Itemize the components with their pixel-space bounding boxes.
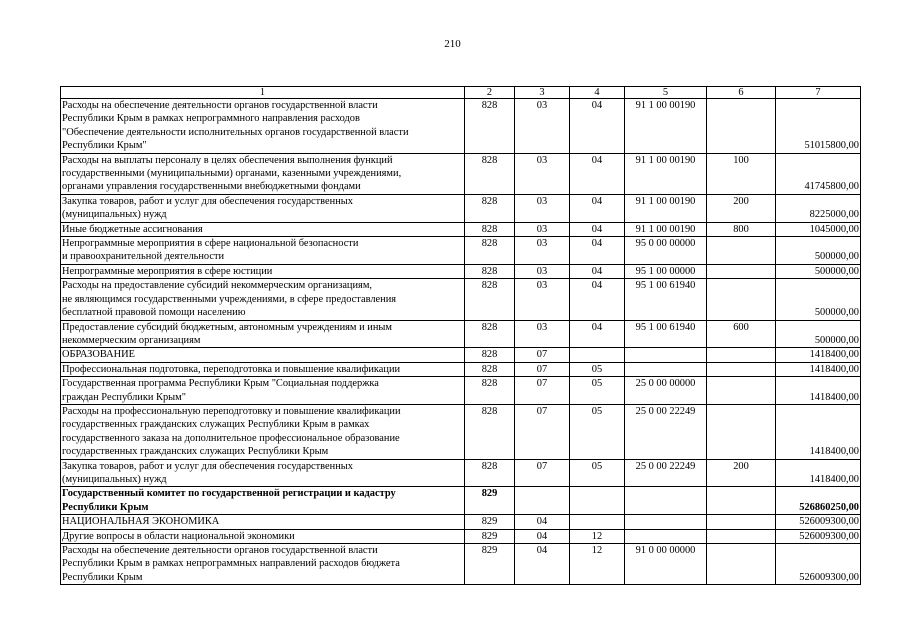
table-row	[61, 544, 861, 585]
row-amount-cell: 1418400,00	[776, 348, 861, 362]
table-row	[61, 459, 861, 487]
row-name-cell	[61, 404, 465, 459]
row-name-line: некоммерческим организациям	[62, 334, 201, 346]
row-code-c4: 04	[570, 153, 625, 194]
row-code-c5	[625, 487, 707, 515]
header-cell: 5	[625, 87, 707, 99]
header-cell: 4	[570, 87, 625, 99]
row-name-cell	[61, 194, 465, 222]
row-code-c5: 25 0 00 22249	[625, 459, 707, 487]
row-code-c4: 05	[570, 362, 625, 376]
row-name-line: органами управления государственными внебюджетными фондами	[62, 181, 361, 193]
row-name-line: Предоставление субсидий бюджетным, автономным учреждениям и иным	[62, 321, 392, 333]
table-row	[61, 222, 861, 236]
row-name-cell	[61, 222, 465, 236]
row-code-c5: 95 1 00 00000	[625, 264, 707, 278]
row-name-line: Закупка товаров, работ и услуг для обеспечения государственных	[62, 460, 353, 472]
row-name-line: НАЦИОНАЛЬНАЯ ЭКОНОМИКА	[62, 516, 220, 528]
row-code-c3: 04	[515, 529, 570, 543]
row-code-c5: 95 1 00 61940	[625, 320, 707, 348]
row-name-cell	[61, 264, 465, 278]
table-row	[61, 529, 861, 543]
row-code-c5: 95 1 00 61940	[625, 279, 707, 320]
row-name-line: государственными (муниципальными) органами, казенными учреждениями,	[62, 168, 402, 180]
row-name-line: Расходы на обеспечение деятельности органов государственной власти	[62, 100, 378, 111]
budget-table	[60, 86, 861, 585]
row-name-cell	[61, 348, 465, 362]
row-code-c4	[570, 487, 625, 515]
row-code-c3: 03	[515, 237, 570, 265]
row-code-c3: 07	[515, 377, 570, 405]
row-code-c6	[707, 348, 776, 362]
row-code-c3: 04	[515, 515, 570, 529]
row-name-line: государственного заказа на дополнительное профессиональное образование	[62, 432, 400, 444]
header-cell: 3	[515, 87, 570, 99]
row-code-c5	[625, 348, 707, 362]
row-code-c3: 03	[515, 99, 570, 154]
row-amount-cell: 500000,00	[776, 264, 861, 278]
row-amount-cell: 526860250,00	[776, 487, 861, 515]
row-code-c6	[707, 362, 776, 376]
row-name-line: Иные бюджетные ассигнования	[62, 223, 203, 235]
table-row	[61, 487, 861, 515]
row-code-c4: 05	[570, 459, 625, 487]
row-amount-cell: 526009300,00	[776, 529, 861, 543]
row-code-c6: 600	[707, 320, 776, 348]
row-code-c4: 04	[570, 320, 625, 348]
row-code-c6: 200	[707, 194, 776, 222]
row-code-c3	[515, 487, 570, 515]
row-name-line: Республики Крым в рамках непрограммного направления расходов	[62, 113, 360, 125]
row-code-c3: 04	[515, 544, 570, 585]
row-code-c6: 100	[707, 153, 776, 194]
row-name-line: Профессиональная подготовка, переподготовка и повышение квалификации	[62, 363, 401, 375]
row-name-line: Государственный комитет по государственной регистрации и кадастру	[62, 488, 396, 500]
row-name-cell	[61, 320, 465, 348]
row-amount-cell: 526009300,00	[776, 544, 861, 585]
row-code-c6	[707, 279, 776, 320]
row-code-c2: 829	[465, 529, 515, 543]
row-code-c2: 828	[465, 404, 515, 459]
row-name-line: Государственная программа Республики Крым "Социальная поддержка	[62, 378, 379, 390]
row-name-line: Другие вопросы в области национальной экономики	[62, 530, 295, 542]
row-name-line: бесплатной правовой помощи населению	[62, 307, 246, 319]
row-name-cell	[61, 362, 465, 376]
row-code-c2: 829	[465, 515, 515, 529]
row-amount-cell: 526009300,00	[776, 515, 861, 529]
row-name-line: Непрограммные мероприятия в сфере юстиции	[62, 265, 273, 277]
row-amount-cell: 500000,00	[776, 237, 861, 265]
header-cell: 7	[776, 87, 861, 99]
row-code-c4: 04	[570, 194, 625, 222]
row-code-c2: 829	[465, 544, 515, 585]
table-row	[61, 320, 861, 348]
row-code-c3: 07	[515, 404, 570, 459]
row-code-c3: 03	[515, 194, 570, 222]
row-code-c4: 05	[570, 377, 625, 405]
row-code-c4: 05	[570, 404, 625, 459]
row-name-cell	[61, 153, 465, 194]
row-amount-cell: 500000,00	[776, 320, 861, 348]
row-code-c3: 03	[515, 153, 570, 194]
row-name-line: Республики Крым	[62, 571, 143, 583]
row-amount-cell: 1418400,00	[776, 377, 861, 405]
row-code-c2: 828	[465, 279, 515, 320]
row-name-line: Закупка товаров, работ и услуг для обеспечения государственных	[62, 195, 353, 207]
row-code-c5: 95 0 00 00000	[625, 237, 707, 265]
row-name-line: Непрограммные мероприятия в сфере национальной безопасности	[62, 238, 359, 250]
row-name-line: Расходы на профессиональную переподготовку и повышение квалификации	[62, 405, 401, 417]
row-code-c4: 12	[570, 529, 625, 543]
row-code-c6	[707, 404, 776, 459]
row-code-c5	[625, 515, 707, 529]
row-code-c2: 828	[465, 99, 515, 154]
row-name-line: Расходы на выплаты персоналу в целях обеспечения выполнения функций	[62, 154, 393, 166]
row-code-c4: 04	[570, 279, 625, 320]
row-code-c4: 04	[570, 99, 625, 154]
row-name-line: (муниципальных) нужд	[62, 473, 167, 485]
header-row	[61, 87, 861, 99]
row-code-c3: 07	[515, 348, 570, 362]
row-name-line: государственных гражданских служащих Республики Крым в рамках	[62, 419, 370, 431]
row-name-line: Расходы на обеспечение деятельности органов государственной власти	[62, 545, 378, 556]
header-cell: 6	[707, 87, 776, 99]
row-name-cell	[61, 279, 465, 320]
row-code-c6	[707, 264, 776, 278]
row-code-c6	[707, 487, 776, 515]
table-row	[61, 404, 861, 459]
row-code-c2: 828	[465, 459, 515, 487]
row-amount-cell: 1418400,00	[776, 362, 861, 376]
row-name-line: ОБРАЗОВАНИЕ	[62, 349, 136, 361]
table-row	[61, 515, 861, 529]
row-code-c4: 12	[570, 544, 625, 585]
row-amount-cell: 8225000,00	[776, 194, 861, 222]
row-code-c5: 91 1 00 00190	[625, 99, 707, 154]
table-row	[61, 348, 861, 362]
table-row	[61, 377, 861, 405]
table-row	[61, 264, 861, 278]
row-name-line: Расходы на предоставление субсидий некоммерческим организациям,	[62, 280, 373, 292]
row-amount-cell: 51015800,00	[776, 99, 861, 154]
table-row	[61, 279, 861, 320]
row-code-c6	[707, 544, 776, 585]
row-name-line: государственных гражданских служащих Республики Крым	[62, 446, 329, 458]
row-code-c4	[570, 515, 625, 529]
row-amount-cell: 41745800,00	[776, 153, 861, 194]
row-code-c2: 828	[465, 153, 515, 194]
row-code-c3: 03	[515, 279, 570, 320]
row-code-c2: 828	[465, 320, 515, 348]
row-name-line: Республики Крым в рамках непрограммных направлений расходов бюджета	[62, 558, 400, 570]
table-row	[61, 362, 861, 376]
page-number: 210	[444, 38, 461, 50]
row-code-c2: 828	[465, 348, 515, 362]
row-code-c5	[625, 529, 707, 543]
row-name-cell	[61, 544, 465, 585]
row-code-c5: 25 0 00 00000	[625, 377, 707, 405]
row-code-c3: 03	[515, 320, 570, 348]
row-code-c5: 91 0 00 00000	[625, 544, 707, 585]
row-code-c5: 91 1 00 00190	[625, 194, 707, 222]
row-code-c3: 03	[515, 264, 570, 278]
header-cell: 2	[465, 87, 515, 99]
row-code-c3: 03	[515, 222, 570, 236]
row-code-c6: 200	[707, 459, 776, 487]
row-code-c5	[625, 362, 707, 376]
row-name-cell	[61, 487, 465, 515]
row-amount-cell: 500000,00	[776, 279, 861, 320]
row-code-c2: 829	[465, 487, 515, 515]
row-code-c4: 04	[570, 222, 625, 236]
row-name-cell	[61, 377, 465, 405]
row-code-c6	[707, 377, 776, 405]
header-cell: 1	[61, 87, 465, 99]
table-row	[61, 153, 861, 194]
row-code-c5: 91 1 00 00190	[625, 153, 707, 194]
row-code-c4	[570, 348, 625, 362]
row-code-c6	[707, 237, 776, 265]
row-code-c2: 828	[465, 237, 515, 265]
row-name-cell	[61, 459, 465, 487]
row-name-line: "Обеспечение деятельности исполнительных органов государственной власти	[62, 126, 409, 138]
row-code-c3: 07	[515, 362, 570, 376]
table-row	[61, 237, 861, 265]
row-amount-cell: 1418400,00	[776, 459, 861, 487]
table-row	[61, 99, 861, 154]
row-name-line: (муниципальных) нужд	[62, 209, 167, 221]
row-code-c5: 91 1 00 00190	[625, 222, 707, 236]
row-name-line: не являющимся государственными учреждениями, в сфере предоставления	[62, 293, 397, 305]
row-name-cell	[61, 529, 465, 543]
row-code-c4: 04	[570, 264, 625, 278]
row-code-c4: 04	[570, 237, 625, 265]
row-code-c3: 07	[515, 459, 570, 487]
row-code-c2: 828	[465, 264, 515, 278]
row-name-cell	[61, 515, 465, 529]
row-code-c6: 800	[707, 222, 776, 236]
row-code-c5: 25 0 00 22249	[625, 404, 707, 459]
row-name-line: и правоохранительной деятельности	[62, 251, 225, 263]
row-code-c6	[707, 99, 776, 154]
row-name-line: граждан Республики Крым"	[62, 391, 186, 403]
row-code-c2: 828	[465, 194, 515, 222]
row-code-c2: 828	[465, 222, 515, 236]
row-name-line: Республики Крым	[62, 501, 149, 513]
row-code-c2: 828	[465, 377, 515, 405]
row-name-cell	[61, 237, 465, 265]
row-code-c6	[707, 529, 776, 543]
row-code-c6	[707, 515, 776, 529]
row-name-cell	[61, 99, 465, 154]
table-row	[61, 194, 861, 222]
row-name-line: Республики Крым"	[62, 140, 147, 152]
row-code-c2: 828	[465, 362, 515, 376]
row-amount-cell: 1418400,00	[776, 404, 861, 459]
row-amount-cell: 1045000,00	[776, 222, 861, 236]
